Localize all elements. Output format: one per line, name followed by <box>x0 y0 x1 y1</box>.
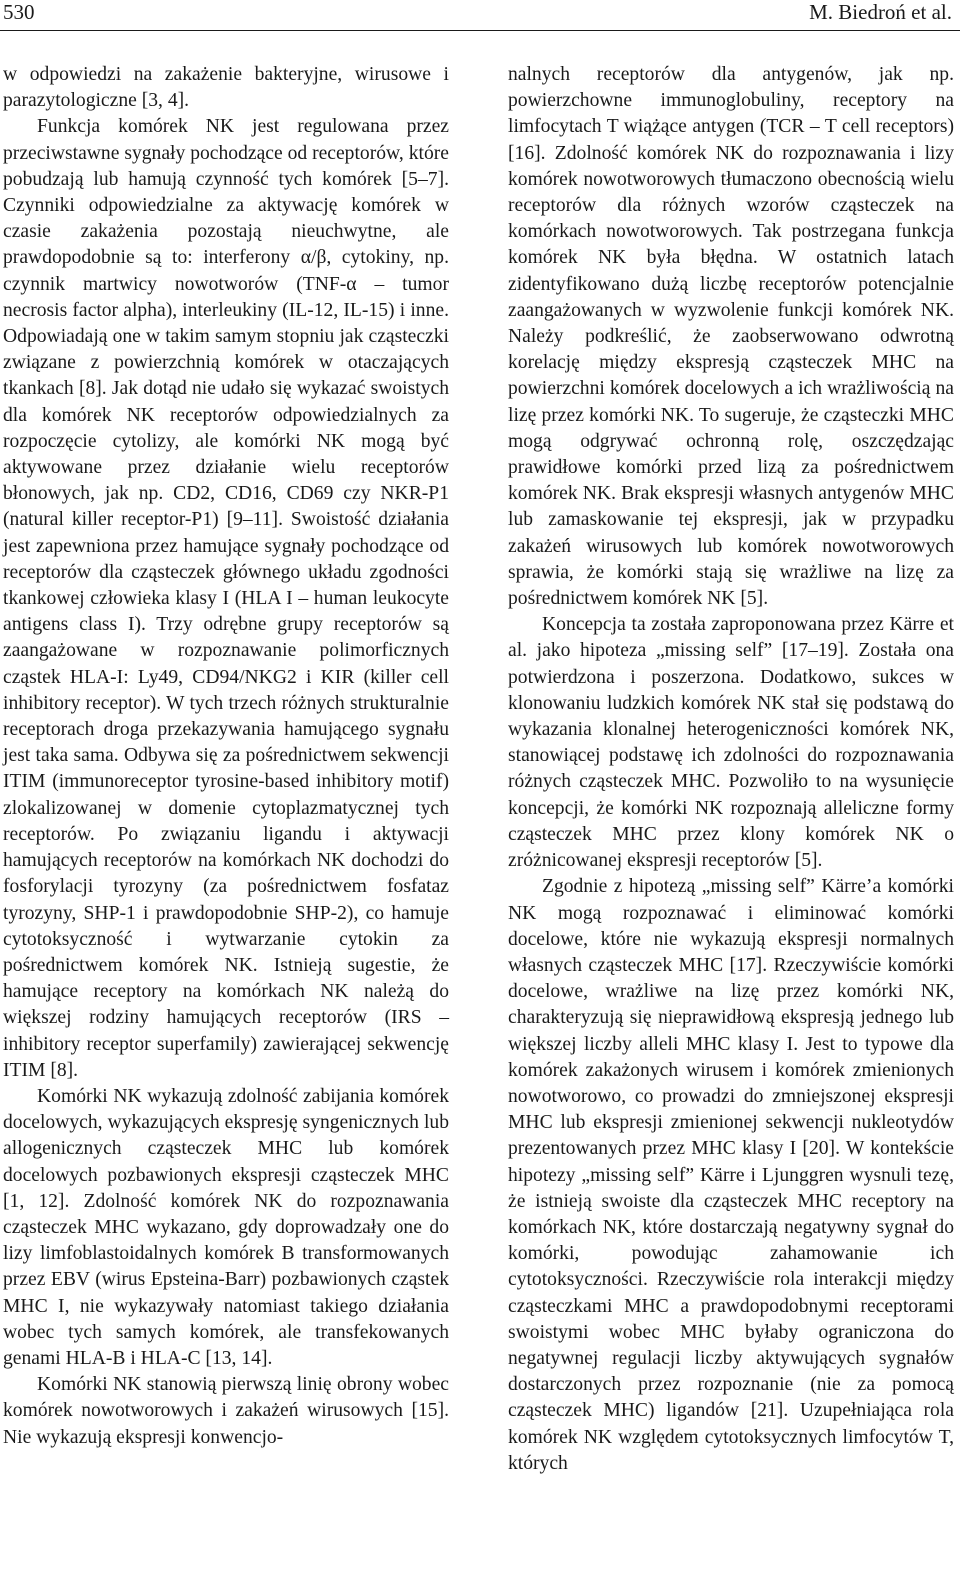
paragraph: Zgodnie z hipotezą „missing self” Kärre’a komórki NK mogą rozpoznawać i eliminować komórki docelowe, które nie wykazują ekspresji normalnych własnych cząsteczek MHC [17]. Rzeczywiście komórki docelowe, wrażliwe na lizę przez komórki NK, charakteryzują się nieprawidłową ekspresją jednego lub większej liczby alleli MHC klasy I. Jest to typowe dla komórek zakażonych wirusem i komórek zmienionych nowotworowo, co prowadzi do zmniejszonej ekspresji MHC lub ekspresji zmienionej sekwencji nukleotydów prezentowanych przez MHC klasy I [20]. W kontekście hipotezy „missing self” Kärre i Ljunggren wysnuli tezę, że istnieją swoiste dla cząsteczek MHC receptory na komórkach NK, które dostarczają negatywny sygnał do komórki, powodując zahamowanie ich cytotoksyczności. Rzeczywiście rola interakcji między cząsteczkami MHC a prawdopodobnymi receptorami swoistymi wobec MHC byłaby ograniczona do negatywnej regulacji liczby aktywujących sygnałów dostarczonych przez rozpoznanie (nie za pomocą cząsteczek MHC) ligandów [21]. Uzupełniająca rola komórek NK względem cytotoksycznych limfocytów T, których <box>508 876 954 1474</box>
paragraph: nalnych receptorów dla antygenów, jak np. powierzchowne immunoglobuliny, receptory na limfocytach T wiążące antygen (TCR – T cell receptors) [16]. Zdolność komórek NK do rozpoznawania i lizy komórek nowotworowych tłumaczono obecnością wielu receptorów dla różnych wzorów cząsteczek na komórkach nowotworowych. Tak postrzegana funkcja komórek NK była błędna. W ostatnich latach zidentyfikowano dużą liczbę receptorów potencjalnie zaangażowanych w wyzwolenie funkcji komórek NK. Należy podkreślić, że zaobserwowano odwrotną korelację między ekspresją cząsteczek MHC na powierzchni komórek docelowych a ich wrażliwością na lizę przez komórki NK. To sugeruje, że cząsteczki MHC mogą odgrywać ochronną rolę, oszczędzając prawidłowe komórki przed lizą za pośrednictwem komórek NK. Brak ekspresji własnych antygenów MHC lub zamaskowanie tej ekspresji, jak w przypadku zakażeń wirusowych lub komórek nowotworowych sprawia, że komórki stają się wrażliwe na lizę za pośrednictwem komórek NK [5]. <box>508 64 954 610</box>
running-head: M. Biedroń et al. <box>809 0 952 24</box>
header-rule <box>0 30 960 31</box>
paragraph: Koncepcja ta została zaproponowana przez Kärre et al. jako hipoteza „missing self” [17–19]. Została ona potwierdzona i poszerzona. Dodatkowo, sukces w klonowaniu ludzkich komórek NK stał się podstawą do wykazania klonalnej heterogeniczności komórek NK, stanowiącej podstawę ich zdolności do rozpoznawania różnych cząsteczek MHC. Pozwoliło to na wysunięcie koncepcji, że komórki NK rozpoznają alleliczne formy cząsteczek MHC przez klony komórek NK o zróżnicowanej ekspresji receptorów [5]. <box>508 614 954 872</box>
paragraph: Funkcja komórek NK jest regulowana przez przeciwstawne sygnały pochodzące od receptorów, które pobudzają lub hamują czynność tych komórek [5–7]. Czynniki odpowiedzialne za aktywację komórek w czasie zakażenia pozostają nieuchwytne, ale prawdopodobnie są to: interferony α/β, cytokiny, np. czynnik martwicy nowotworów (TNF-α – tumor necrosis factor alpha), interleukiny (IL-12, IL-15) i inne. Odpowiadają one w takim samym stopniu jak cząsteczki związane z powierzchnią komórek w otaczających tkankach [8]. Jak dotąd nie udało się wykazać swoistych dla komórek NK receptorów odpowiedzialnych za rozpoczęcie cytolizy, ale komórki NK mogą być aktywowane przez działanie wielu receptorów błonowych, jak np. CD2, CD16, CD69 czy NKR-P1 (natural killer receptor-P1) [9–11]. Swoistość działania jest zapewniona przez hamujące sygnały pochodzące od receptorów dla cząsteczek głównego układu zgodności tkankowej człowieka klasy I (HLA I – human leukocyte antigens class I). Trzy odrębne grupy receptorów są zaangażowane w rozpoznawanie polimorficznych cząstek HLA-I: Ly49, CD94/NKG2 i KIR (killer cell inhibitory receptor). W tych trzech różnych strukturalnie receptorach droga przekazywania hamującego sygnału jest taka sama. Odbywa się za pośrednictwem sekwencji ITIM (immunoreceptor tyrosine-based inhibitory motif) zlokalizowanej w domenie cytoplazmatycznej tych receptorów. Po związaniu ligandu i aktywacji hamujących receptorów na komórkach NK dochodzi do fosforylacji tyrozyny (za pośrednictwem fosfataz tyrozyny, SHP-1 i prawdopodobnie SHP-2), co hamuje cytotoksyczność i wytwarzanie cytokin za pośrednictwem komórek NK. Istnieją sugestie, że hamujące receptory na komórkach NK należą do większej rodziny hamujących receptorów (IRS – inhibitory receptor superfamily) zawierającej sekwencję ITIM [8]. <box>3 116 449 1081</box>
paragraph: w odpowiedzi na zakażenie bakteryjne, wirusowe i parazytologiczne [3, 4]. <box>3 64 449 112</box>
page-number: 530 <box>3 0 35 24</box>
left-column <box>3 62 449 1451</box>
right-column <box>508 62 954 1477</box>
page-header <box>0 0 960 28</box>
paragraph: Komórki NK wykazują zdolność zabijania komórek docelowych, wykazujących ekspresję syngenicznych lub allogenicznych cząsteczek MHC lub komórek docelowych pozbawionych ekspresji cząsteczek MHC [1, 12]. Zdolność komórek NK do rozpoznawania cząsteczek MHC wykazano, gdy doprowadzały one do lizy limfoblastoidalnych komórek B transformowanych przez EBV (wirus Epsteina-Barr) pozbawionych cząstek MHC I, nie wykazywały natomiast takiego działania wobec tych samych komórek, ale transfekowanych genami HLA-B i HLA-C [13, 14]. <box>3 1085 449 1369</box>
paragraph: Komórki NK stanowią pierwszą linię obrony wobec komórek nowotworowych i zakażeń wirusowych [15]. Nie wykazują ekspresji konwencjo- <box>3 1374 449 1448</box>
